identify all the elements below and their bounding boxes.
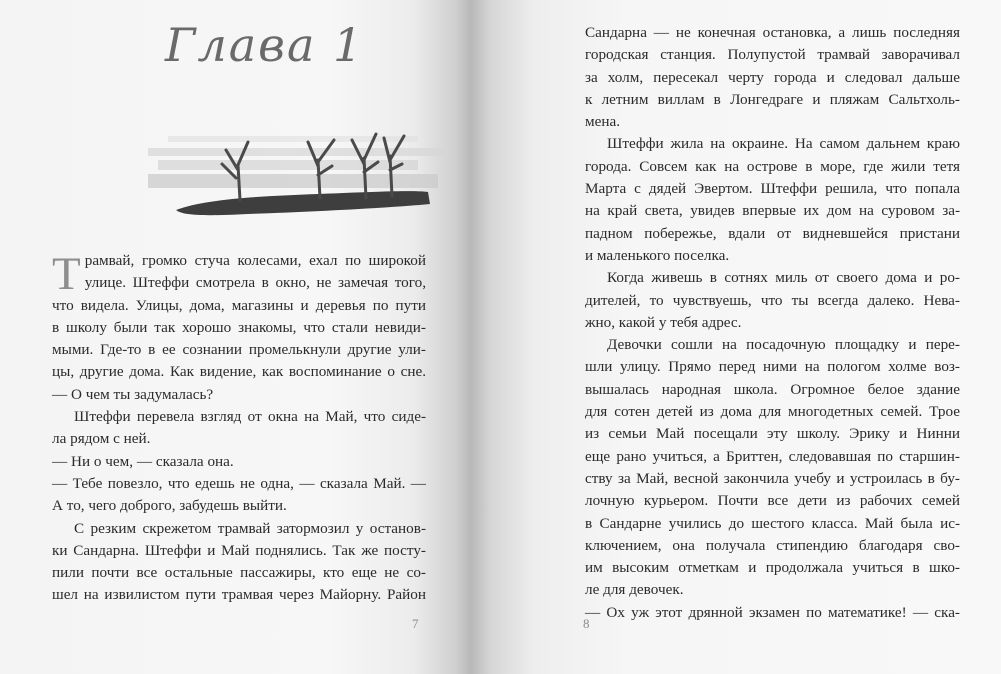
text-line: шел на извилистом пути трамвая через Майорну. Район: [52, 586, 426, 604]
text-line: в школу были так хорошо знакомы, что стали невиди-: [52, 318, 426, 336]
text-line: — Тебе повезло, что едешь не одна, — сказала Май. —: [52, 474, 426, 492]
text-line: — Ни о чем, — сказала она.: [52, 452, 234, 470]
text-line: и маленького поселка.: [585, 246, 730, 264]
page-number-left: 7: [412, 616, 419, 631]
text-line: для сотен детей из дома для многодетных семей. Трое: [585, 403, 960, 421]
right-page-text: [585, 22, 960, 624]
text-line: — Ох уж этот дрянной экзамен по математике! — ска-: [585, 603, 960, 621]
text-line: города. Совсем как на острове в море, где жили тетя: [585, 157, 960, 175]
text-line: Штеффи жила на окраине. На самом дальнем краю: [607, 135, 960, 153]
drop-cap: Т: [52, 248, 81, 300]
text-line: что видела. Улицы, дома, магазины и деревья по пути: [52, 296, 426, 314]
text-line: городская станция. Полупустой трамвай заворачивал: [585, 46, 960, 64]
text-line: А то, чего доброго, забудешь выйти.: [52, 497, 287, 515]
text-line: лочную курьером. Почти все дети из рабочих семей: [585, 492, 960, 510]
text-line: пили почти все остальные пассажиры, кто еще не со-: [52, 564, 426, 582]
trees-illustration: [148, 120, 448, 220]
text-line: Штеффи перевела взгляд от окна на Май, что сиде-: [74, 408, 426, 426]
text-line: мыми. Где-то в ее сознании промелькнули другие ули-: [52, 341, 426, 359]
text-line: улице. Штеффи смотрела в окно, не замечая того,: [84, 274, 426, 292]
text-line: к летним виллам в Лонгедраге и пляжам Сальтхоль-: [585, 90, 960, 108]
left-page: [0, 0, 470, 674]
text-line: — О чем ты задумалась?: [52, 385, 214, 403]
text-line: из семьи Май посещали эту школу. Эрику и Нинни: [585, 425, 960, 443]
text-line: ла рядом с ней.: [52, 430, 151, 448]
text-line: вышалась народная школа. Огромное белое здание: [585, 380, 960, 398]
text-line: Девочки сошли на посадочную площадку и пере-: [607, 336, 960, 354]
text-line: ле для девочек.: [585, 581, 684, 599]
text-line: еще рано учиться, а Бриттен, следовавшая по старшин-: [585, 447, 960, 465]
text-line: ключением, она получала стипендию благодаря сво-: [585, 536, 960, 554]
text-line: Марта с дядей Эвертом. Штеффи решила, что попала: [585, 180, 960, 198]
text-line: дителей, то чувствуешь, что ты всегда далеко. Нева-: [585, 291, 960, 309]
text-line: им высоким отметкам и продолжала учиться в шко-: [585, 559, 960, 577]
left-page-text: [52, 250, 426, 607]
text-line: падном побережье, вдали от видневшейся пристани: [585, 224, 960, 242]
chapter-title: Глава 1: [165, 18, 365, 72]
text-line: цы, другие дома. Как видение, как воспоминание о сне.: [52, 363, 426, 381]
text-line: Трамвай, громко стуча колесами, ехал по широкой: [52, 248, 426, 300]
text-line: ки Сандарна. Штеффи и Май поднялись. Так же посту-: [52, 541, 426, 559]
text-line: жно, какой у тебя адрес.: [585, 313, 742, 331]
text-line: на край света, увидев впервые их дом на суровом за-: [585, 202, 960, 220]
text-line: С резким скрежетом трамвай затормозил у останов-: [74, 519, 426, 537]
text-line: в Сандарне учились до шестого класса. Май была ис-: [585, 514, 960, 532]
text-line: мена.: [585, 113, 621, 131]
text-line: за холм, пересекал черту города и следовал дальше: [585, 68, 960, 86]
text-line: шли улицу. Прямо перед ними на пологом холме воз-: [585, 358, 960, 376]
text-line: Когда живешь в сотнях миль от своего дома и ро-: [607, 269, 960, 287]
text-line: Сандарна — не конечная остановка, а лишь последняя: [585, 24, 960, 41]
page-number-right: 8: [583, 616, 590, 631]
text-line: ству за Май, весной закончила учебу и устроилась в бу-: [585, 469, 960, 487]
